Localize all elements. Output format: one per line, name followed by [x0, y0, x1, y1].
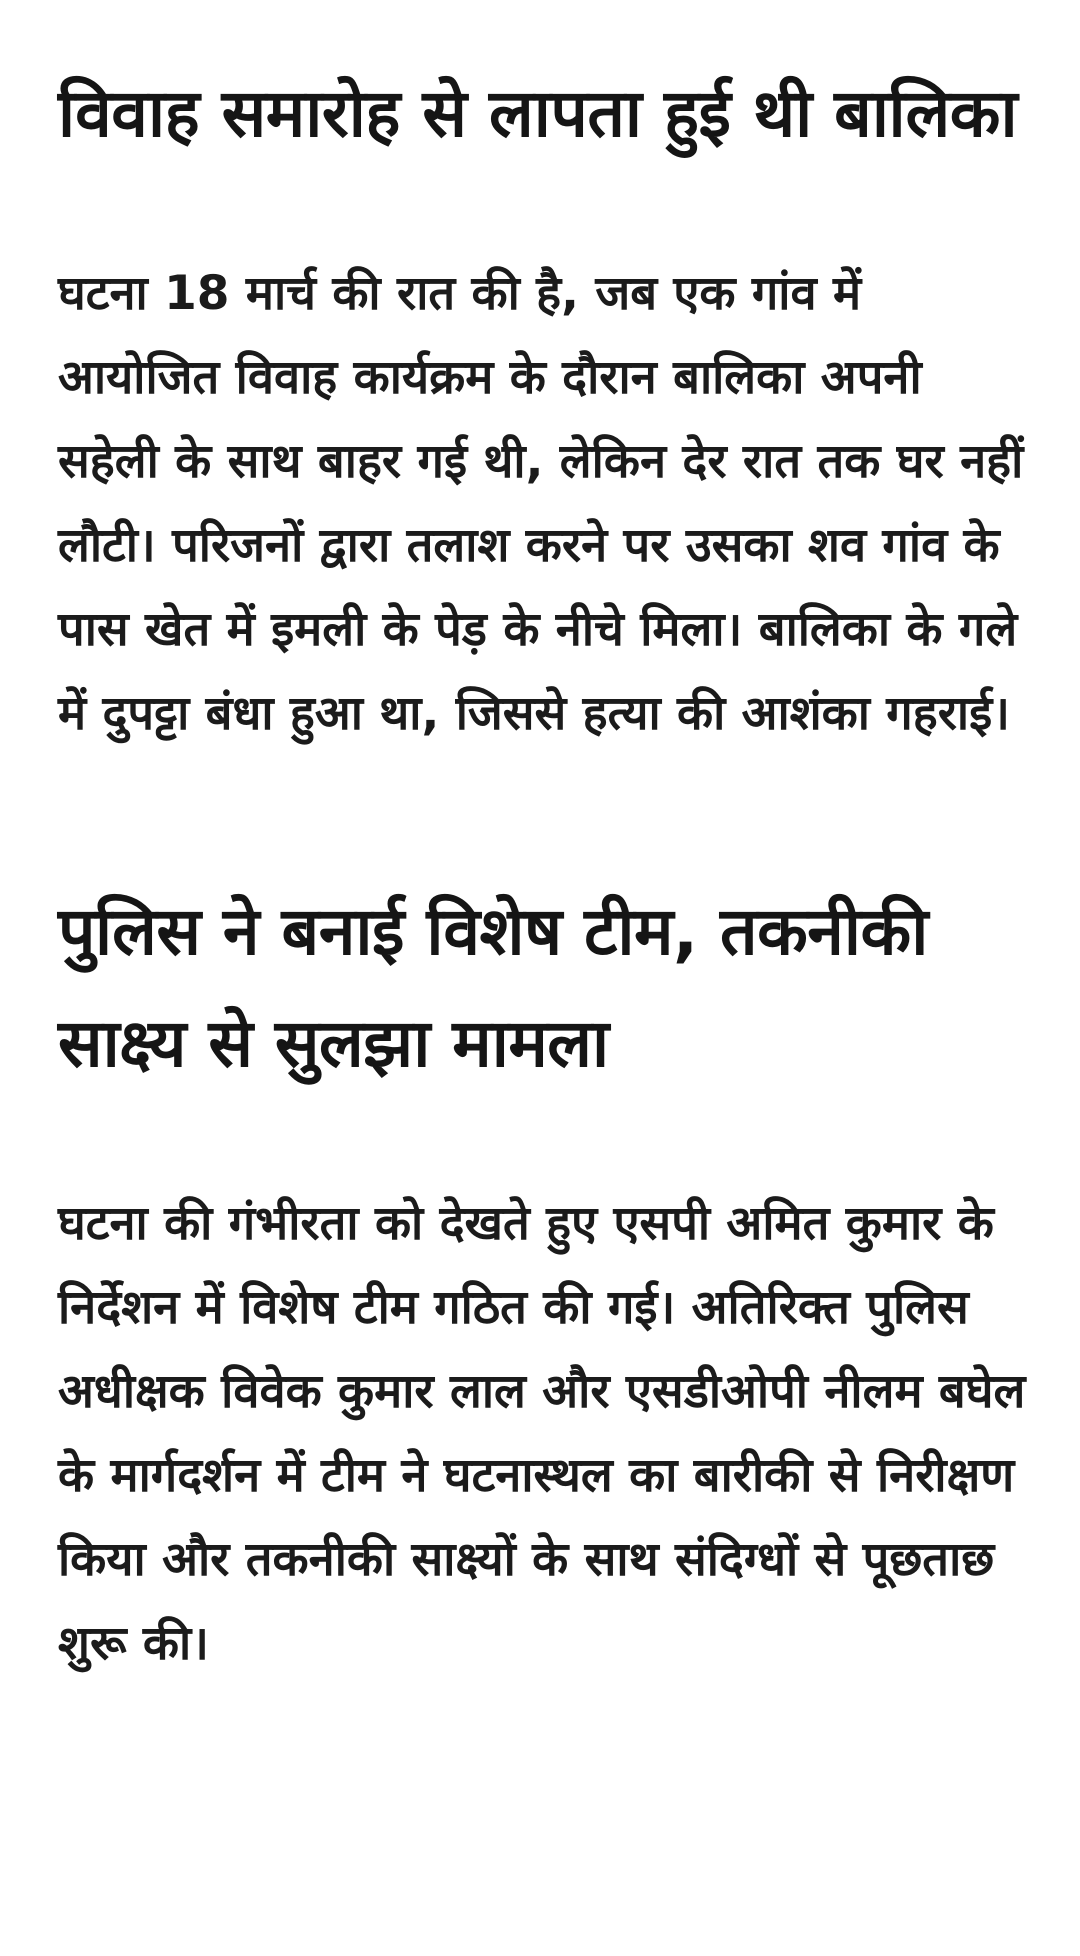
paragraph-incident-details: घटना 18 मार्च की रात की है, जब एक गांव में आयोजित विवाह कार्यक्रम के दौरान बालिका अपनी सहेली के साथ बाहर गई थी, लेकिन देर रात तक घर नहीं लौटी। परिजनों द्वारा तलाश करने पर उसका शव गांव के पास खेत में इमली के पेड़ के नीचे मिला। बालिका के गले में दुपट्टा बंधा हुआ था, जिससे हत्या की आशंका गहराई।	[58, 266, 1024, 741]
section-heading-police-team: पुलिस ने बनाई विशेष टीम, तकनीकी साक्ष्य से सुलझा मामला	[58, 893, 928, 1082]
article-content	[58, 58, 1038, 1686]
spacer	[58, 170, 1038, 252]
spacer	[58, 1100, 1038, 1182]
spacer	[58, 756, 1038, 876]
section-heading-missing-girl: विवाह समारोह से लापता हुई थी बालिका	[58, 75, 1018, 152]
paragraph-investigation-details: घटना की गंभीरता को देखते हुए एसपी अमित कुमार के निर्देशन में विशेष टीम गठित की गई। अतिरिक्त पुलिस अधीक्षक विवेक कुमार लाल और एसडीओपी नीलम बघेल के मार्गदर्शन में टीम ने घटनास्थल का बारीकी से निरीक्षण किया और तकनीकी साक्ष्यों के साथ संदिग्धों से पूछताछ शुरू की।	[58, 1196, 1026, 1671]
